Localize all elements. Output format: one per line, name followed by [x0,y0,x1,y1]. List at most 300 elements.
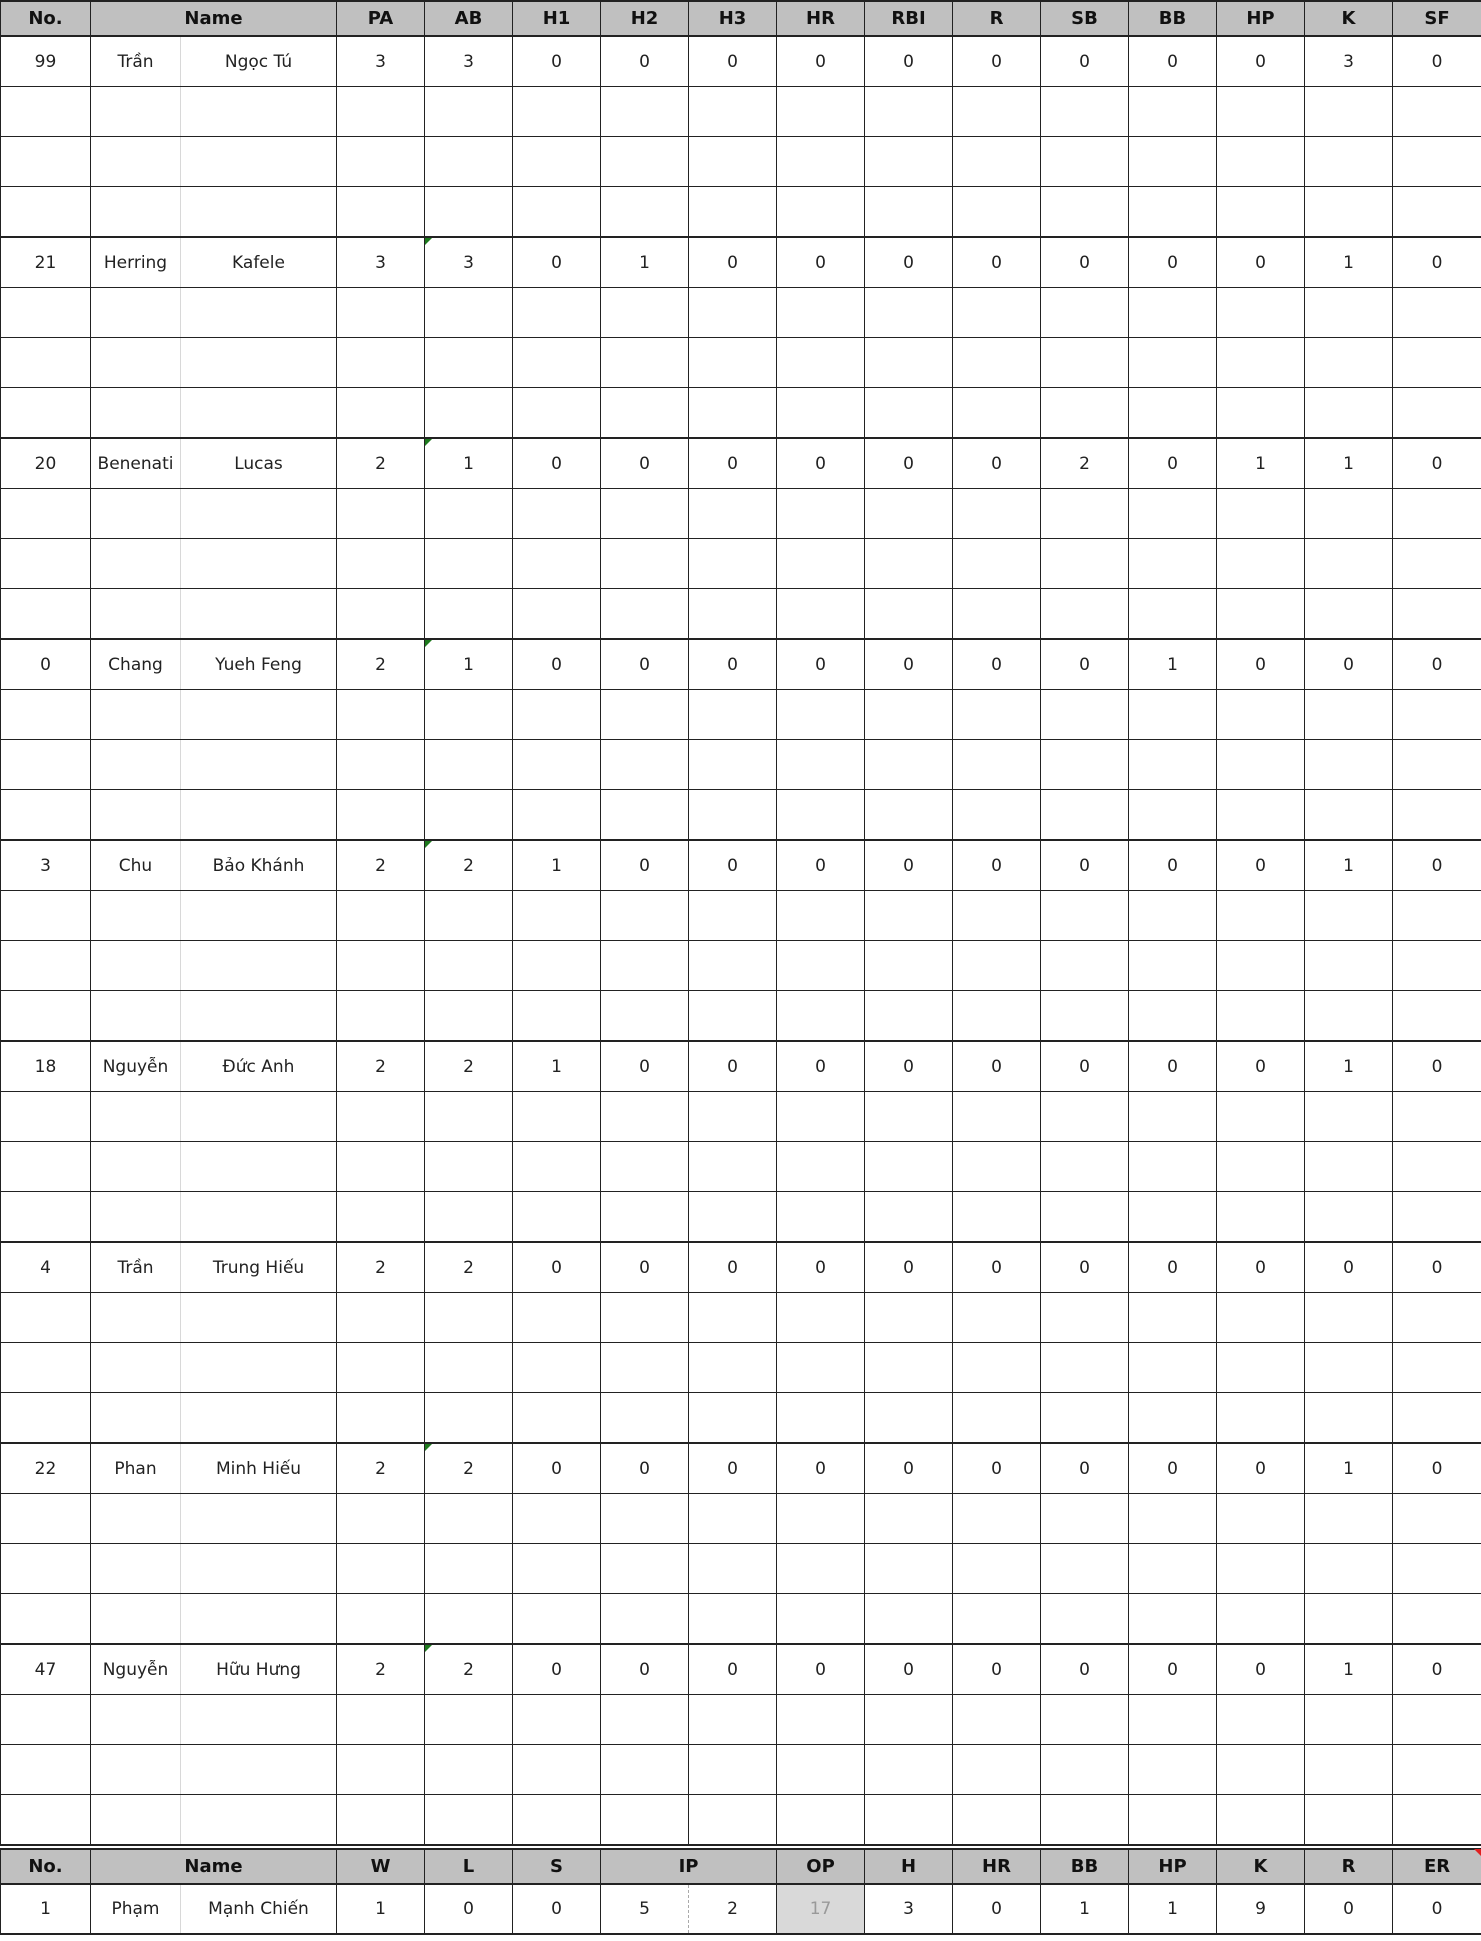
stat-h1[interactable]: 0 [513,1443,601,1494]
empty-cell[interactable] [1393,991,1481,1042]
empty-cell[interactable] [1041,790,1129,841]
empty-cell[interactable] [181,1594,337,1645]
empty-cell[interactable] [513,187,601,238]
empty-cell[interactable] [91,589,181,640]
empty-cell[interactable] [1393,1494,1481,1544]
empty-cell[interactable] [1041,187,1129,238]
empty-cell[interactable] [91,338,181,388]
empty-cell[interactable] [777,1795,865,1846]
empty-cell[interactable] [777,87,865,137]
stat-h3[interactable]: 0 [689,36,777,87]
empty-cell[interactable] [1129,1142,1217,1192]
empty-cell[interactable] [689,1142,777,1192]
empty-cell[interactable] [1041,1142,1129,1192]
empty-cell[interactable] [1305,338,1393,388]
empty-cell[interactable] [1,589,91,640]
empty-cell[interactable] [1217,891,1305,941]
empty-cell[interactable] [1041,87,1129,137]
stat-bb[interactable]: 0 [1129,1443,1217,1494]
empty-cell[interactable] [1393,388,1481,439]
empty-cell[interactable] [181,137,337,187]
empty-cell[interactable] [513,288,601,338]
empty-cell[interactable] [689,87,777,137]
header-no[interactable]: No. [1,1849,91,1884]
player-last-name[interactable]: Trần [91,36,181,87]
empty-cell[interactable] [1393,1695,1481,1745]
stat-hp[interactable]: 0 [1217,237,1305,288]
stat-h2[interactable]: 0 [601,1041,689,1092]
empty-cell[interactable] [777,991,865,1042]
empty-cell[interactable] [1129,1745,1217,1795]
stat-h2[interactable]: 0 [601,438,689,489]
header-ip[interactable]: IP [601,1849,777,1884]
stat-rbi[interactable]: 0 [865,1041,953,1092]
stat-r[interactable]: 0 [953,438,1041,489]
empty-cell[interactable] [865,1745,953,1795]
empty-cell[interactable] [425,790,513,841]
empty-cell[interactable] [91,1343,181,1393]
stat-sf[interactable]: 0 [1393,237,1481,288]
empty-cell[interactable] [1041,489,1129,539]
empty-cell[interactable] [1393,1544,1481,1594]
stat-ab[interactable]: 1 [425,639,513,690]
empty-cell[interactable] [777,1393,865,1444]
empty-cell[interactable] [425,187,513,238]
empty-cell[interactable] [777,338,865,388]
empty-cell[interactable] [1041,1695,1129,1745]
empty-cell[interactable] [777,1293,865,1343]
player-first-name[interactable]: Yueh Feng [181,639,337,690]
empty-cell[interactable] [1217,740,1305,790]
stat-sb[interactable]: 0 [1041,1644,1129,1695]
empty-cell[interactable] [601,137,689,187]
empty-cell[interactable] [1041,1343,1129,1393]
empty-cell[interactable] [1129,539,1217,589]
stat-h3[interactable]: 0 [689,1041,777,1092]
empty-cell[interactable] [513,991,601,1042]
empty-cell[interactable] [953,1544,1041,1594]
stat-k[interactable]: 0 [1305,639,1393,690]
empty-cell[interactable] [1217,1092,1305,1142]
stat-sf[interactable]: 0 [1393,1242,1481,1293]
empty-cell[interactable] [91,1092,181,1142]
empty-cell[interactable] [1305,1142,1393,1192]
empty-cell[interactable] [1217,1293,1305,1343]
empty-cell[interactable] [513,489,601,539]
stat-h1[interactable]: 0 [513,1644,601,1695]
empty-cell[interactable] [953,690,1041,740]
empty-cell[interactable] [953,1142,1041,1192]
stat-sf[interactable]: 0 [1393,840,1481,891]
empty-cell[interactable] [513,539,601,589]
empty-cell[interactable] [1,1343,91,1393]
empty-cell[interactable] [601,991,689,1042]
empty-cell[interactable] [1129,1544,1217,1594]
stat-sf[interactable]: 0 [1393,639,1481,690]
empty-cell[interactable] [1041,1594,1129,1645]
empty-cell[interactable] [1041,1544,1129,1594]
empty-cell[interactable] [1129,1293,1217,1343]
empty-cell[interactable] [689,137,777,187]
stat-r[interactable]: 0 [953,1443,1041,1494]
empty-cell[interactable] [425,1695,513,1745]
empty-cell[interactable] [953,539,1041,589]
empty-cell[interactable] [953,1494,1041,1544]
empty-cell[interactable] [91,1494,181,1544]
empty-cell[interactable] [91,991,181,1042]
empty-cell[interactable] [181,1293,337,1343]
stat-h2[interactable]: 0 [601,1443,689,1494]
player-last-name[interactable]: Trần [91,1242,181,1293]
empty-cell[interactable] [425,1092,513,1142]
empty-cell[interactable] [1129,288,1217,338]
empty-cell[interactable] [865,1393,953,1444]
stat-bb[interactable]: 0 [1129,1041,1217,1092]
player-first-name[interactable]: Hữu Hưng [181,1644,337,1695]
stat-l[interactable]: 0 [425,1884,513,1934]
empty-cell[interactable] [1217,589,1305,640]
empty-cell[interactable] [513,690,601,740]
empty-cell[interactable] [1041,1293,1129,1343]
empty-cell[interactable] [1393,690,1481,740]
empty-cell[interactable] [689,338,777,388]
empty-cell[interactable] [1305,1092,1393,1142]
empty-cell[interactable] [425,891,513,941]
empty-cell[interactable] [1,941,91,991]
empty-cell[interactable] [1,1544,91,1594]
empty-cell[interactable] [337,991,425,1042]
empty-cell[interactable] [601,1795,689,1846]
stat-bb[interactable]: 0 [1129,237,1217,288]
stat-hp[interactable]: 0 [1217,1644,1305,1695]
empty-cell[interactable] [1305,288,1393,338]
player-first-name[interactable]: Minh Hiếu [181,1443,337,1494]
empty-cell[interactable] [425,1494,513,1544]
stat-k[interactable]: 1 [1305,438,1393,489]
empty-cell[interactable] [91,1745,181,1795]
stat-h2[interactable]: 0 [601,1242,689,1293]
empty-cell[interactable] [1305,1795,1393,1846]
empty-cell[interactable] [953,1393,1041,1444]
player-number[interactable]: 47 [1,1644,91,1695]
empty-cell[interactable] [1,1293,91,1343]
empty-cell[interactable] [1217,288,1305,338]
empty-cell[interactable] [181,891,337,941]
empty-cell[interactable] [1041,1494,1129,1544]
empty-cell[interactable] [1305,187,1393,238]
player-number[interactable]: 0 [1,639,91,690]
stat-bb[interactable]: 1 [1129,639,1217,690]
stat-hp[interactable]: 0 [1217,1443,1305,1494]
stat-rbi[interactable]: 0 [865,1443,953,1494]
empty-cell[interactable] [181,539,337,589]
stat-h1[interactable]: 0 [513,237,601,288]
empty-cell[interactable] [1217,690,1305,740]
stat-rbi[interactable]: 0 [865,1242,953,1293]
empty-cell[interactable] [953,1192,1041,1243]
empty-cell[interactable] [689,1745,777,1795]
stat-sb[interactable]: 0 [1041,1443,1129,1494]
header-name[interactable]: Name [91,1,337,36]
empty-cell[interactable] [601,1544,689,1594]
empty-cell[interactable] [601,1745,689,1795]
header-k[interactable]: K [1305,1,1393,36]
empty-cell[interactable] [1305,790,1393,841]
empty-cell[interactable] [1041,740,1129,790]
empty-cell[interactable] [1393,338,1481,388]
stat-ip-full[interactable]: 5 [601,1884,689,1934]
stat-sb[interactable]: 0 [1041,36,1129,87]
stat-h2[interactable]: 0 [601,639,689,690]
stat-rbi[interactable]: 0 [865,438,953,489]
empty-cell[interactable] [777,790,865,841]
empty-cell[interactable] [1393,1745,1481,1795]
empty-cell[interactable] [601,388,689,439]
empty-cell[interactable] [601,1393,689,1444]
empty-cell[interactable] [337,790,425,841]
empty-cell[interactable] [1217,1695,1305,1745]
empty-cell[interactable] [601,891,689,941]
empty-cell[interactable] [1,288,91,338]
empty-cell[interactable] [1217,1795,1305,1846]
empty-cell[interactable] [1217,1393,1305,1444]
empty-cell[interactable] [181,790,337,841]
empty-cell[interactable] [181,690,337,740]
stat-k[interactable]: 1 [1305,1041,1393,1092]
empty-cell[interactable] [1305,1192,1393,1243]
empty-cell[interactable] [513,1192,601,1243]
player-number[interactable]: 20 [1,438,91,489]
empty-cell[interactable] [1305,1745,1393,1795]
stat-ab[interactable]: 2 [425,840,513,891]
empty-cell[interactable] [337,589,425,640]
empty-cell[interactable] [1041,1393,1129,1444]
stat-sf[interactable]: 0 [1393,1644,1481,1695]
empty-cell[interactable] [865,991,953,1042]
stat-k[interactable]: 9 [1217,1884,1305,1934]
empty-cell[interactable] [1,539,91,589]
empty-cell[interactable] [1,1695,91,1745]
empty-cell[interactable] [1129,1494,1217,1544]
empty-cell[interactable] [777,1092,865,1142]
empty-cell[interactable] [601,1695,689,1745]
empty-cell[interactable] [1041,589,1129,640]
stat-sb[interactable]: 2 [1041,438,1129,489]
empty-cell[interactable] [1,1092,91,1142]
empty-cell[interactable] [1393,1594,1481,1645]
empty-cell[interactable] [337,539,425,589]
empty-cell[interactable] [513,1494,601,1544]
empty-cell[interactable] [865,941,953,991]
empty-cell[interactable] [1393,1293,1481,1343]
empty-cell[interactable] [1305,1695,1393,1745]
stat-k[interactable]: 1 [1305,237,1393,288]
empty-cell[interactable] [1305,740,1393,790]
player-first-name[interactable]: Trung Hiếu [181,1242,337,1293]
stat-ab[interactable]: 2 [425,1242,513,1293]
empty-cell[interactable] [91,1544,181,1594]
stat-h3[interactable]: 0 [689,1242,777,1293]
empty-cell[interactable] [513,941,601,991]
empty-cell[interactable] [181,87,337,137]
empty-cell[interactable] [337,941,425,991]
empty-cell[interactable] [689,941,777,991]
empty-cell[interactable] [513,1745,601,1795]
empty-cell[interactable] [601,1192,689,1243]
empty-cell[interactable] [425,87,513,137]
empty-cell[interactable] [91,690,181,740]
empty-cell[interactable] [953,137,1041,187]
empty-cell[interactable] [1129,589,1217,640]
empty-cell[interactable] [425,1745,513,1795]
empty-cell[interactable] [865,589,953,640]
empty-cell[interactable] [181,941,337,991]
empty-cell[interactable] [601,790,689,841]
empty-cell[interactable] [513,1795,601,1846]
empty-cell[interactable] [865,489,953,539]
header-h3[interactable]: H3 [689,1,777,36]
stat-ab[interactable]: 3 [425,237,513,288]
empty-cell[interactable] [1,790,91,841]
stat-hp[interactable]: 0 [1217,36,1305,87]
empty-cell[interactable] [91,1393,181,1444]
empty-cell[interactable] [1305,388,1393,439]
empty-cell[interactable] [777,1142,865,1192]
stat-rbi[interactable]: 0 [865,237,953,288]
empty-cell[interactable] [1129,790,1217,841]
empty-cell[interactable] [1041,891,1129,941]
stat-rbi[interactable]: 0 [865,840,953,891]
empty-cell[interactable] [601,740,689,790]
empty-cell[interactable] [777,589,865,640]
empty-cell[interactable] [425,1343,513,1393]
stat-hr[interactable]: 0 [777,36,865,87]
empty-cell[interactable] [1041,991,1129,1042]
empty-cell[interactable] [91,790,181,841]
header-op[interactable]: OP [777,1849,865,1884]
empty-cell[interactable] [777,1494,865,1544]
empty-cell[interactable] [601,288,689,338]
stat-k[interactable]: 1 [1305,840,1393,891]
empty-cell[interactable] [689,1092,777,1142]
player-last-name[interactable]: Nguyễn [91,1041,181,1092]
stat-pa[interactable]: 2 [337,1644,425,1695]
empty-cell[interactable] [425,288,513,338]
empty-cell[interactable] [1305,891,1393,941]
stat-bb[interactable]: 1 [1041,1884,1129,1934]
stat-h[interactable]: 3 [865,1884,953,1934]
empty-cell[interactable] [953,790,1041,841]
header-er[interactable]: ER [1393,1849,1481,1884]
empty-cell[interactable] [777,137,865,187]
empty-cell[interactable] [865,288,953,338]
empty-cell[interactable] [1,87,91,137]
stat-h1[interactable]: 1 [513,1041,601,1092]
empty-cell[interactable] [865,1594,953,1645]
empty-cell[interactable] [601,489,689,539]
empty-cell[interactable] [425,388,513,439]
stat-bb[interactable]: 0 [1129,1242,1217,1293]
header-hp[interactable]: HP [1217,1,1305,36]
stat-h2[interactable]: 0 [601,840,689,891]
empty-cell[interactable] [1305,1544,1393,1594]
empty-cell[interactable] [1305,539,1393,589]
empty-cell[interactable] [91,1795,181,1846]
empty-cell[interactable] [1129,1343,1217,1393]
header-w[interactable]: W [337,1849,425,1884]
empty-cell[interactable] [181,1795,337,1846]
empty-cell[interactable] [1217,539,1305,589]
player-last-name[interactable]: Herring [91,237,181,288]
empty-cell[interactable] [865,388,953,439]
empty-cell[interactable] [181,1745,337,1795]
empty-cell[interactable] [689,740,777,790]
stat-k[interactable]: 1 [1305,1443,1393,1494]
empty-cell[interactable] [601,338,689,388]
empty-cell[interactable] [1,388,91,439]
stat-k[interactable]: 0 [1305,1242,1393,1293]
empty-cell[interactable] [865,87,953,137]
stat-h1[interactable]: 1 [513,840,601,891]
empty-cell[interactable] [337,388,425,439]
empty-cell[interactable] [1,690,91,740]
stat-pa[interactable]: 3 [337,36,425,87]
empty-cell[interactable] [953,589,1041,640]
stat-ab[interactable]: 2 [425,1443,513,1494]
empty-cell[interactable] [689,891,777,941]
empty-cell[interactable] [513,87,601,137]
header-no[interactable]: No. [1,1,91,36]
player-last-name[interactable]: Benenati [91,438,181,489]
empty-cell[interactable] [1217,1142,1305,1192]
empty-cell[interactable] [181,740,337,790]
header-name[interactable]: Name [91,1849,337,1884]
empty-cell[interactable] [1129,991,1217,1042]
stat-op[interactable]: 17 [777,1884,865,1934]
empty-cell[interactable] [953,288,1041,338]
empty-cell[interactable] [1393,589,1481,640]
stat-h2[interactable]: 0 [601,1644,689,1695]
empty-cell[interactable] [1305,1343,1393,1393]
empty-cell[interactable] [91,740,181,790]
empty-cell[interactable] [181,1343,337,1393]
empty-cell[interactable] [181,1393,337,1444]
empty-cell[interactable] [601,589,689,640]
empty-cell[interactable] [1393,1092,1481,1142]
stat-hr[interactable]: 0 [777,840,865,891]
empty-cell[interactable] [337,187,425,238]
empty-cell[interactable] [865,1544,953,1594]
empty-cell[interactable] [181,991,337,1042]
empty-cell[interactable] [689,1695,777,1745]
empty-cell[interactable] [1041,388,1129,439]
pitcher-first-name[interactable]: Mạnh Chiến [181,1884,337,1934]
empty-cell[interactable] [1217,187,1305,238]
empty-cell[interactable] [953,1594,1041,1645]
stat-hr[interactable]: 0 [777,1443,865,1494]
empty-cell[interactable] [181,1142,337,1192]
empty-cell[interactable] [513,388,601,439]
header-rbi[interactable]: RBI [865,1,953,36]
empty-cell[interactable] [689,690,777,740]
empty-cell[interactable] [181,388,337,439]
empty-cell[interactable] [689,589,777,640]
header-k[interactable]: K [1217,1849,1305,1884]
stat-sb[interactable]: 0 [1041,237,1129,288]
empty-cell[interactable] [865,891,953,941]
empty-cell[interactable] [425,1795,513,1846]
stat-ip-partial[interactable]: 2 [689,1884,777,1934]
